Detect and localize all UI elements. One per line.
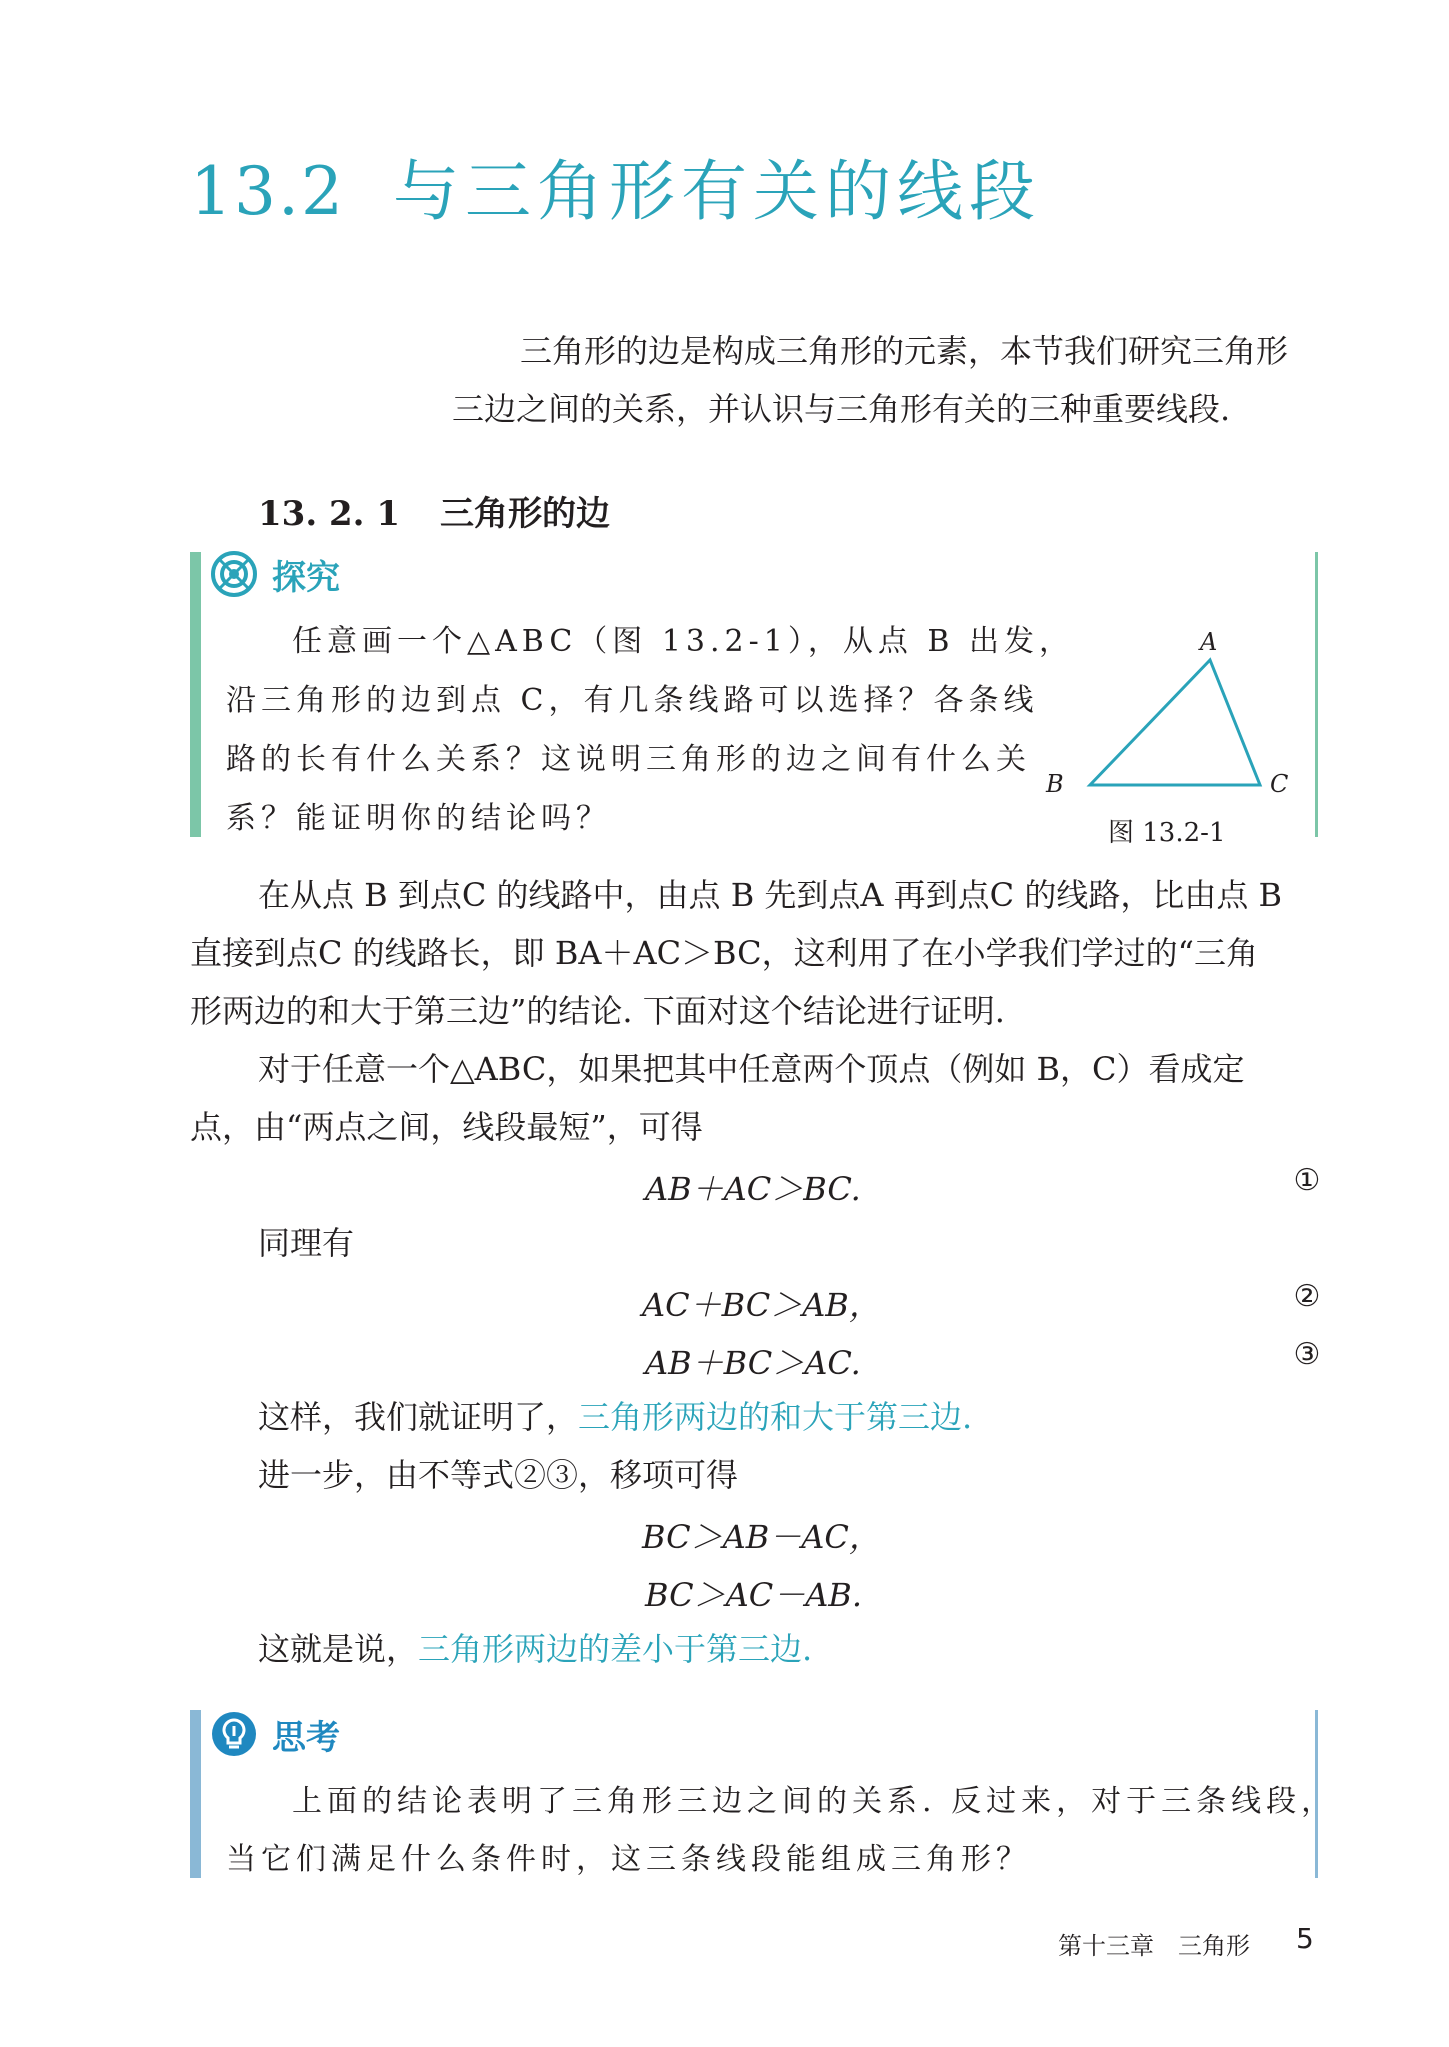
vertex-label-b: B (1046, 770, 1064, 798)
page-number: 5 (1296, 1922, 1314, 1955)
formula-5: BC＞AC－AB. (645, 1576, 862, 1614)
think-box-left-bar (190, 1710, 201, 1878)
same-reason-text: 同理有 (258, 1224, 355, 1262)
formula-2: AC＋BC＞AB， (642, 1286, 881, 1324)
para2-line-1: 对于任意一个△ABC，如果把其中任意两个顶点（例如 B，C）看成定 (258, 1050, 1245, 1088)
think-line-2: 当它们满足什么条件时，这三条线段能组成三角形？ (226, 1842, 1031, 1877)
lightbulb-icon (210, 1710, 258, 1758)
conclusion-1 (258, 1388, 972, 1446)
section-number: 13.2 (190, 153, 345, 230)
formula-1: AB＋AC＞BC. (645, 1170, 861, 1208)
subsection-title: 三角形的边 (439, 494, 610, 534)
explore-line-1: 任意画一个△ABC（图 13.2-1），从点 B 出发， (292, 624, 1074, 659)
triangle-figure (1060, 640, 1280, 800)
formula-3: AB＋BC＞AC. (645, 1344, 861, 1382)
section-title: 与三角形有关的线段 (392, 153, 1041, 230)
footer-chapter-label: 第十三章 三角形 (1058, 1932, 1250, 1960)
explore-box-title: 探究 (272, 558, 340, 598)
formula-4: BC＞AB－AC， (642, 1518, 881, 1556)
figure-caption: 图 13.2-1 (1108, 818, 1226, 848)
explore-line-4: 系？能证明你的结论吗？ (226, 801, 611, 836)
explore-box-right-bar (1315, 552, 1318, 837)
para2-line-2: 点，由“两点之间，线段最短”，可得 (190, 1108, 703, 1146)
formula-marker-3: ③ (1293, 1337, 1321, 1372)
think-box-title: 思考 (272, 1718, 340, 1758)
think-line-1: 上面的结论表明了三角形三边之间的关系. 反过来，对于三条线段， (292, 1784, 1337, 1819)
triangle-abc (1090, 660, 1260, 785)
explore-box-left-bar (190, 552, 201, 837)
vertex-label-a: A (1200, 628, 1218, 656)
step-text: 进一步，由不等式②③，移项可得 (258, 1456, 739, 1494)
conclusion-2-prefix: 这就是说， (258, 1630, 419, 1668)
formula-marker-2: ② (1293, 1279, 1321, 1314)
para1-line-2: 直接到点C 的线路长，即 BA＋AC＞BC，这利用了在小学我们学过的“三角 (190, 934, 1259, 972)
explore-line-2: 沿三角形的边到点 C，有几条线路可以选择？各条线 (226, 683, 1039, 718)
formula-marker-1: ① (1293, 1163, 1321, 1198)
explore-line-3: 路的长有什么关系？这说明三角形的边之间有什么关 (226, 742, 1031, 777)
section-heading (190, 138, 1041, 233)
para1-line-1: 在从点 B 到点C 的线路中，由点 B 先到点A 再到点C 的线路，比由点 B (258, 876, 1283, 914)
intro-line-2: 三边之间的关系，并认识与三角形有关的三种重要线段. (452, 390, 1231, 428)
vertex-label-c: C (1270, 770, 1289, 798)
subsection-heading (258, 486, 610, 535)
conclusion-2 (258, 1620, 812, 1678)
conclusion-1-prefix: 这样，我们就证明了， (258, 1398, 579, 1436)
intro-line-1: 三角形的边是构成三角形的元素，本节我们研究三角形 (520, 332, 1289, 370)
conclusion-2-highlight: 三角形两边的差小于第三边. (418, 1630, 813, 1668)
conclusion-1-highlight: 三角形两边的和大于第三边. (578, 1398, 973, 1436)
para1-line-3: 形两边的和大于第三边”的结论. 下面对这个结论进行证明. (190, 992, 1005, 1030)
subsection-number: 13. 2. 1 (258, 494, 400, 534)
explore-icon (210, 550, 258, 598)
